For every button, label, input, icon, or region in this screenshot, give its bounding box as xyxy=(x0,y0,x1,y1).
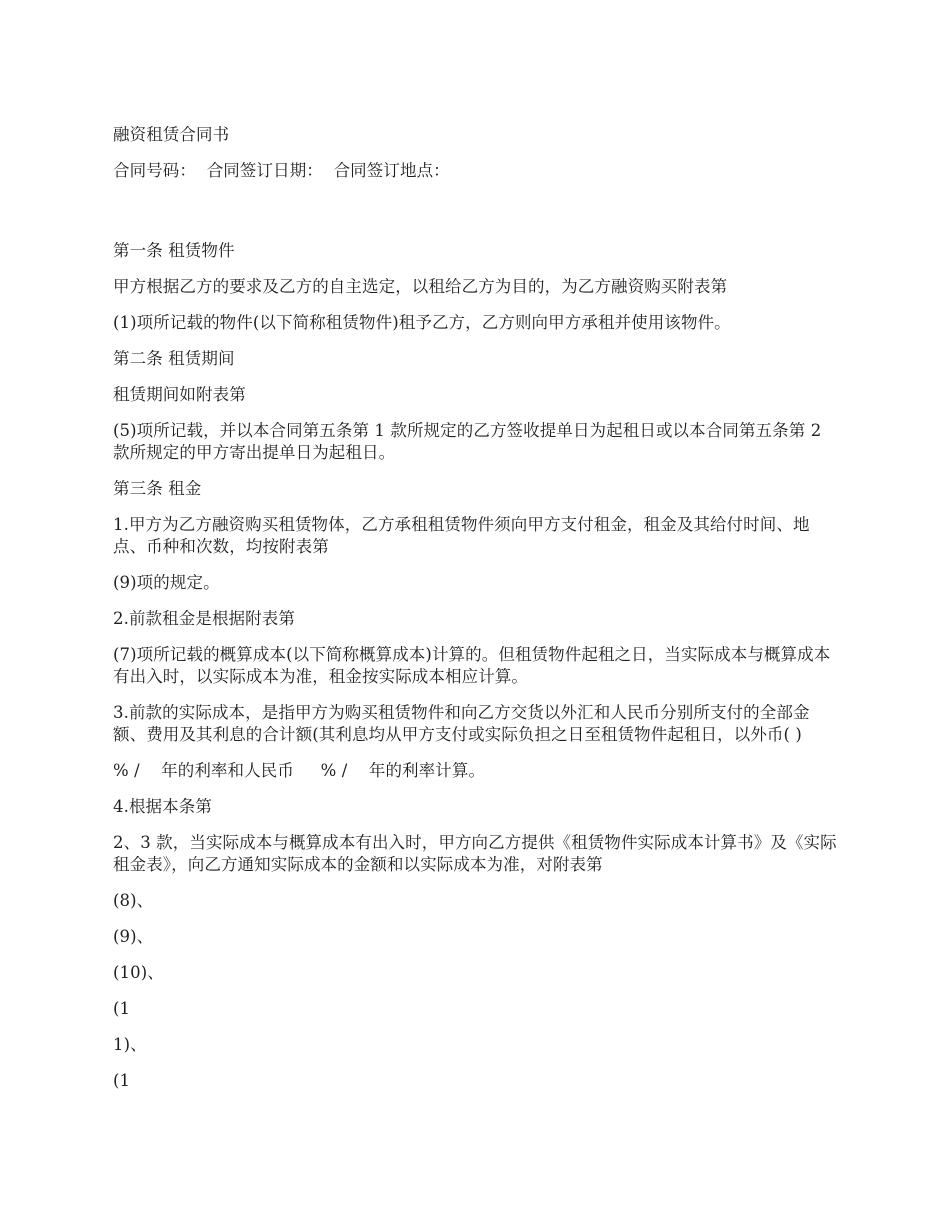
paragraph: (5)项所记载，并以本合同第五条第 1 款所规定的乙方签收提单日为起租日或以本合同第五条第 2 款所规定的甲方寄出提单日为起租日。 xyxy=(113,421,827,462)
spacer xyxy=(113,196,838,240)
paragraph: (1)项所记载的物件(以下简称租赁物件)租予乙方，乙方则向甲方承租并使用该物件。 xyxy=(113,313,731,332)
paragraph: (8)、 xyxy=(113,891,154,910)
document-page xyxy=(113,124,838,1106)
contract-header-line: 合同号码： 合同签订日期： 合同签订地点： xyxy=(113,161,450,180)
paragraph: 甲方根据乙方的要求及乙方的自主选定，以租给乙方为目的，为乙方融资购买附表第 xyxy=(113,277,728,296)
paragraph: (1 xyxy=(113,1071,131,1090)
article-3-heading: 第三条 租金 xyxy=(113,479,202,498)
paragraph: 4.根据本条第 xyxy=(113,797,212,816)
paragraph: 1.甲方为乙方融资购买租赁物体，乙方承租租赁物件须向甲方支付租金，租金及其给付时间、地点、币种和次数，均按附表第 xyxy=(113,515,810,556)
paragraph: (9)、 xyxy=(113,927,154,946)
paragraph: (7)项所记载的概算成本(以下简称概算成本)计算的。但租赁物件起租之日，当实际成本与概算成本有出入时，以实际成本为准，租金按实际成本相应计算。 xyxy=(113,645,831,686)
paragraph: (9)项的规定。 xyxy=(113,573,220,592)
document-title: 融资租赁合同书 xyxy=(113,125,230,144)
paragraph: 3.前款的实际成本，是指甲方为购买租赁物件和向乙方交货以外汇和人民币分别所支付的全部金额、费用及其利息的合计额(其利息均从甲方支付或实际负担之日至租赁物件起租日，以外币( ) xyxy=(113,703,810,744)
paragraph: 2.前款租金是根据附表第 xyxy=(113,609,295,628)
article-2-heading: 第二条 租赁期间 xyxy=(113,349,235,368)
paragraph: 2、3 款，当实际成本与概算成本有出入时，甲方向乙方提供《租赁物件实际成本计算书》及《实际租金表》，向乙方通知实际成本的金额和以实际成本为准，对附表第 xyxy=(113,833,837,874)
paragraph: (1 xyxy=(113,999,131,1018)
paragraph: (10)、 xyxy=(113,963,164,982)
article-1-heading: 第一条 租赁物件 xyxy=(113,241,235,260)
paragraph: 1)、 xyxy=(113,1035,147,1054)
paragraph: 租赁期间如附表第 xyxy=(113,385,246,404)
paragraph: % / 年的利率和人民币 % / 年的利率计算。 xyxy=(113,761,486,780)
